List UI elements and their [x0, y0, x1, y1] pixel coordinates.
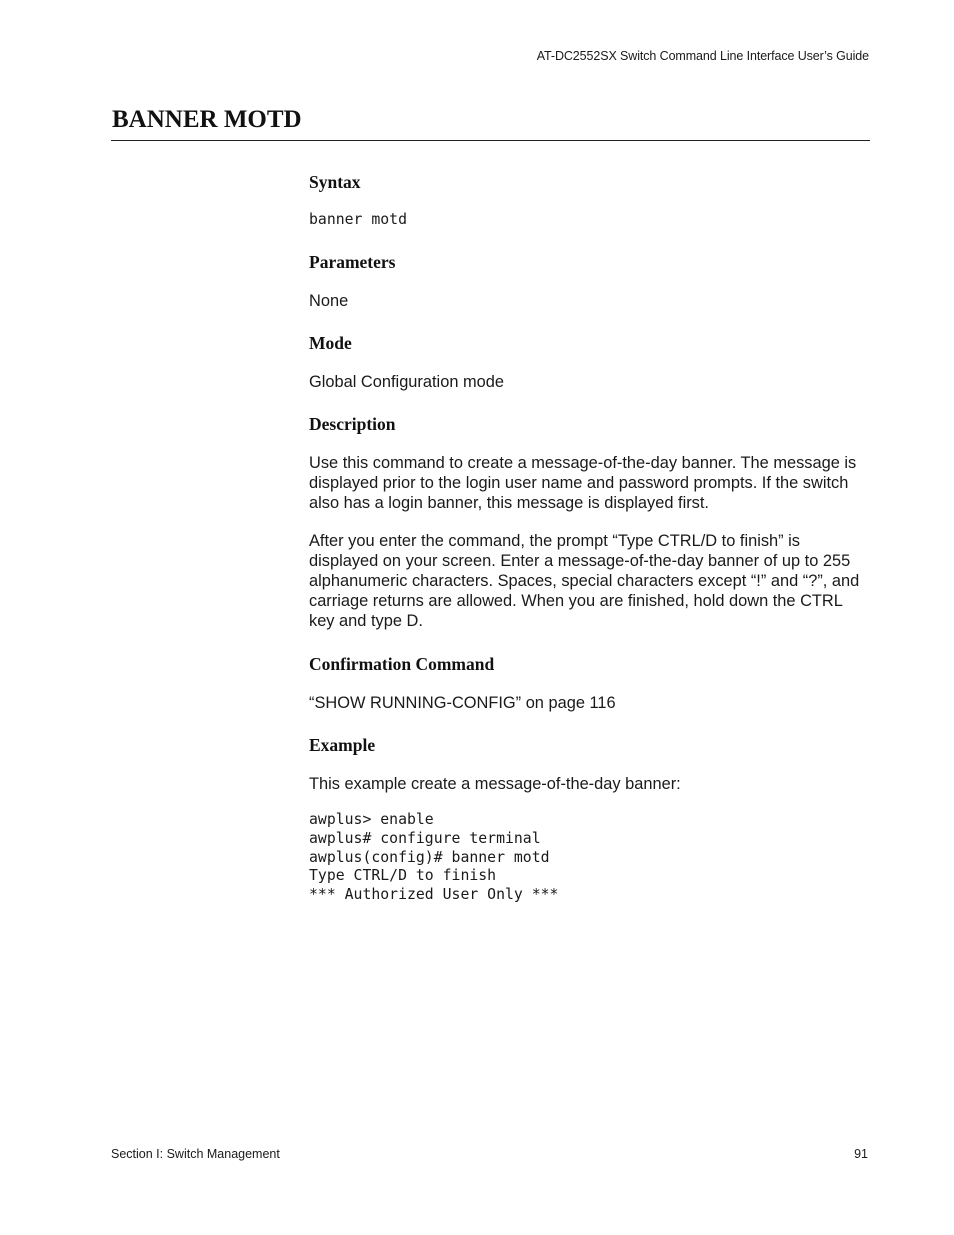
example-code-line-5: *** Authorized User Only *** [309, 886, 559, 903]
footer-section: Section I: Switch Management [111, 1147, 280, 1161]
syntax-heading: Syntax [309, 172, 361, 192]
confirmation-heading: Confirmation Command [309, 654, 495, 674]
title-divider [111, 140, 870, 141]
example-code-line-1: awplus> enable [309, 811, 434, 828]
parameters-heading: Parameters [309, 252, 396, 272]
footer-page-number: 91 [854, 1147, 868, 1161]
description-paragraph-2: After you enter the command, the prompt “Type CTRL/D to finish” is displayed on your screen. Enter a message-of-the-day banner of up to 255 alphanumeric characters. Spaces, special characters except “!” and “?”, and carriage returns are allowed. When you are finished, hold down the CTRL key and type D. [309, 532, 860, 630]
syntax-code: banner motd [309, 211, 407, 228]
mode-heading: Mode [309, 333, 352, 353]
description-heading: Description [309, 414, 396, 434]
running-header: AT-DC2552SX Switch Command Line Interface User’s Guide [536, 49, 869, 63]
example-text: This example create a message-of-the-day banner: [309, 775, 681, 793]
confirmation-link[interactable]: “SHOW RUNNING-CONFIG” on page 116 [309, 694, 616, 712]
example-code-line-3: awplus(config)# banner motd [309, 849, 550, 866]
parameters-text: None [309, 292, 349, 310]
mode-text: Global Configuration mode [309, 373, 504, 391]
example-code-line-4: Type CTRL/D to finish [309, 867, 497, 884]
example-heading: Example [309, 735, 376, 755]
example-code-line-2: awplus# configure terminal [309, 830, 541, 847]
description-paragraph-1: Use this command to create a message-of-the-day banner. The message is displayed prior to the login user name and password prompts. If the switch also has a login banner, this message is displayed first. [309, 454, 857, 512]
page-title: BANNER MOTD [112, 106, 302, 133]
